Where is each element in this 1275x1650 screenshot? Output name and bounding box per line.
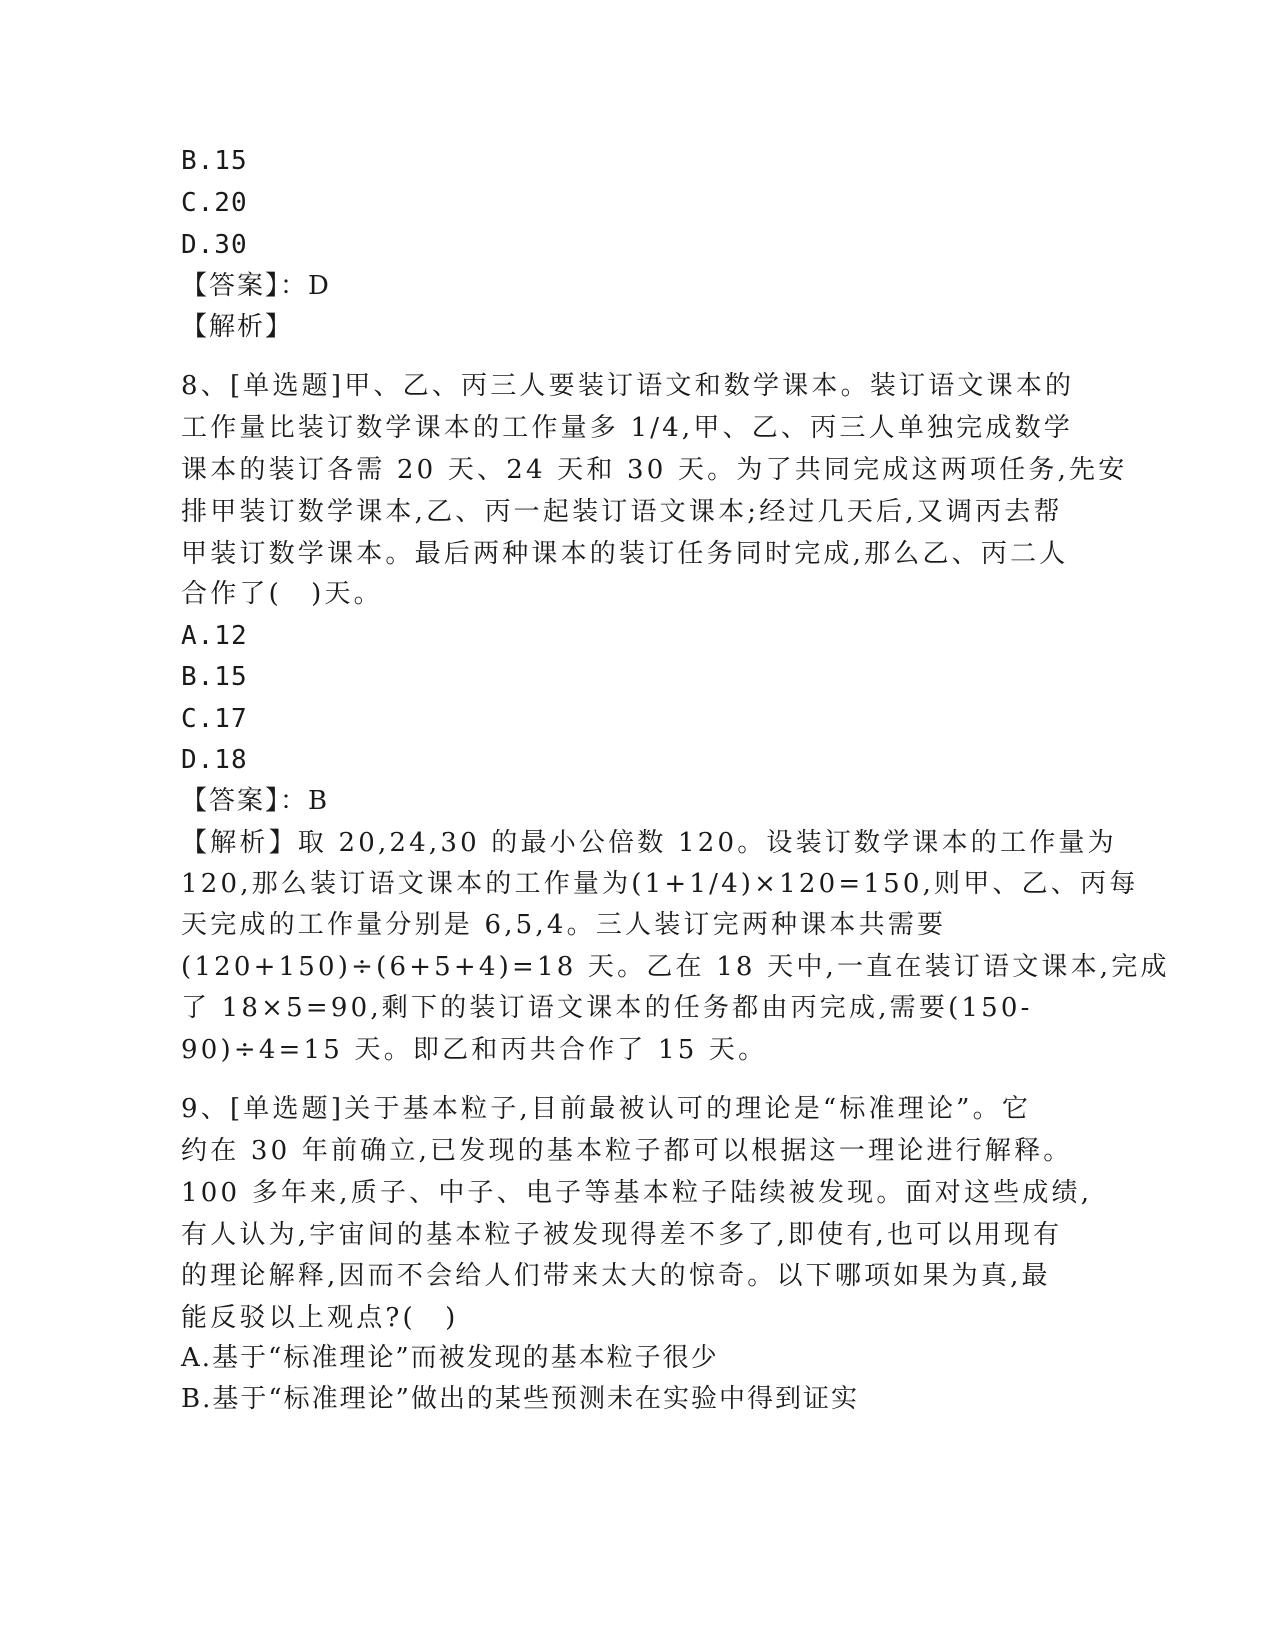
q8-stem-line: 甲装订数学课本。最后两种课本的装订任务同时完成,那么乙、丙二人 [181, 539, 1069, 569]
q9-stem-line: 能反驳以上观点?( ) [181, 1303, 459, 1333]
q8-option-b: B.15 [181, 662, 248, 692]
q8-analysis-line: (120+150)÷(6+5+4)=18 天。乙在 18 天中,一直在装订语文课本,完成 [181, 952, 1170, 982]
q9-stem-line: 约在 30 年前确立,已发现的基本粒子都可以根据这一理论进行解释。 [181, 1136, 1073, 1166]
q9-option-a: A.基于“标准理论”而被发现的基本粒子很少 [181, 1343, 719, 1373]
q8-analysis-line: 了 18×5=90,剩下的装订语文课本的任务都由丙完成,需要(150- [181, 993, 1033, 1023]
q9-stem-line: 9、[单选题]关于基本粒子,目前最被认可的理论是“标准理论”。它 [181, 1094, 1032, 1124]
q8-stem-line: 课本的装订各需 20 天、24 天和 30 天。为了共同完成这两项任务,先安 [181, 455, 1128, 485]
q8-stem-line: 工作量比装订数学课本的工作量多 1/4,甲、乙、丙三人单独完成数学 [181, 413, 1073, 443]
q8-stem-line: 8、[单选题]甲、乙、丙三人要装订语文和数学课本。装订语文课本的 [181, 371, 1075, 401]
q8-analysis-line: 【解析】取 20,24,30 的最小公倍数 120。设装订数学课本的工作量为 [181, 828, 1117, 858]
q8-stem-line: 合作了( )天。 [181, 579, 383, 609]
q8-analysis-line: 120,那么装订语文课本的工作量为(1+1/4)×120=150,则甲、乙、丙每 [181, 869, 1139, 899]
q7-answer: 【答案】：D [181, 271, 331, 301]
q7-option-d: D.30 [181, 230, 248, 260]
q7-analysis: 【解析】 [181, 312, 294, 342]
q8-analysis-line: 天完成的工作量分别是 6,5,4。三人装订完两种课本共需要 [181, 910, 947, 940]
q8-analysis-line: 90)÷4=15 天。即乙和丙共合作了 15 天。 [181, 1035, 768, 1065]
q8-option-d: D.18 [181, 745, 248, 775]
q9-stem-line: 100 多年来,质子、中子、电子等基本粒子陆续被发现。面对这些成绩, [181, 1178, 1093, 1208]
q9-stem-line: 有人认为,宇宙间的基本粒子被发现得差不多了,即使有,也可以用现有 [181, 1220, 1063, 1250]
q8-option-a: A.12 [181, 621, 248, 651]
q9-stem-line: 的理论解释,因而不会给人们带来太大的惊奇。以下哪项如果为真,最 [181, 1261, 1051, 1291]
q7-option-b: B.15 [181, 146, 248, 176]
q7-option-c: C.20 [181, 188, 248, 218]
q8-answer: 【答案】：B [181, 786, 330, 816]
q8-option-c: C.17 [181, 704, 248, 734]
q8-stem-line: 排甲装订数学课本,乙、丙一起装订语文课本;经过几天后,又调丙去帮 [181, 497, 1063, 527]
q9-option-b: B.基于“标准理论”做出的某些预测未在实验中得到证实 [181, 1384, 859, 1414]
